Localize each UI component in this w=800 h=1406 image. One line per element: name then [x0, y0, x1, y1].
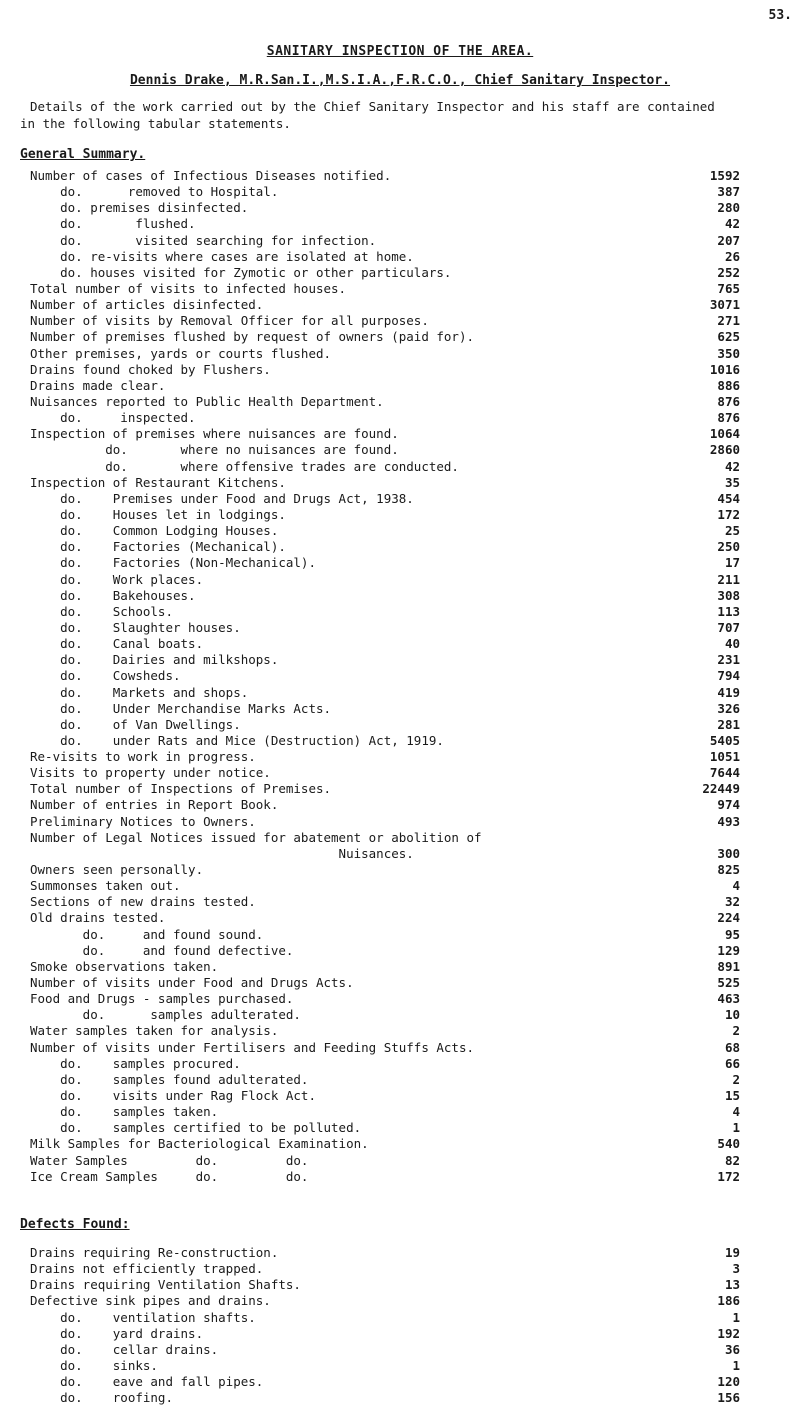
- row-label: do. yard drains.: [30, 1325, 204, 1341]
- row-value: 1: [732, 1309, 740, 1325]
- row-value: 211: [717, 571, 740, 587]
- row-value: 172: [717, 1168, 740, 1184]
- row-label: Sections of new drains tested.: [30, 894, 256, 910]
- row-label: do. samples taken.: [30, 1104, 219, 1120]
- row-label: do. Work places.: [30, 571, 204, 587]
- row-label: Drains requiring Re-construction.: [30, 1245, 279, 1260]
- row-label: do. visits under Rag Flock Act.: [30, 1088, 316, 1104]
- row-label: do. removed to Hospital.: [30, 184, 279, 200]
- table-row: [30, 1342, 740, 1358]
- row-value: 625: [717, 329, 740, 345]
- defects-found-table: [30, 1245, 740, 1406]
- table-row: [30, 297, 740, 313]
- table-row: [30, 733, 740, 749]
- row-value: 2860: [709, 442, 740, 458]
- row-value: 17: [724, 555, 740, 571]
- row-label: Defective sink pipes and drains.: [30, 1293, 271, 1309]
- table-row: [30, 1136, 740, 1152]
- row-label: do. Schools.: [30, 603, 173, 619]
- table-row: [30, 1310, 740, 1326]
- table-row: [30, 1088, 740, 1104]
- row-label: do. Dairies and milkshops.: [30, 652, 279, 668]
- row-label: do. Factories (Mechanical).: [30, 539, 286, 555]
- row-label: Number of Legal Notices issued for abatement or abolition of: [30, 829, 482, 845]
- table-row: [30, 943, 740, 959]
- table-row: [30, 781, 740, 797]
- table-row: [30, 991, 740, 1007]
- row-label: do. samples found adulterated.: [30, 1071, 309, 1087]
- row-value: 95: [724, 926, 740, 942]
- table-row: [30, 507, 740, 523]
- row-value: 19: [724, 1245, 740, 1260]
- row-value: 250: [717, 539, 740, 555]
- row-label: do. ventilation shafts.: [30, 1309, 256, 1325]
- table-row: [30, 233, 740, 249]
- table-row: [30, 281, 740, 297]
- table-row: [30, 1293, 740, 1309]
- row-value: 2: [732, 1071, 740, 1087]
- table-row: [30, 1104, 740, 1120]
- table-row: [30, 168, 740, 184]
- table-row: [30, 830, 740, 846]
- row-value: 35: [724, 474, 740, 490]
- row-value: 525: [717, 975, 740, 991]
- page-number: 53.: [768, 8, 792, 23]
- row-value: 794: [717, 668, 740, 684]
- row-value: 10: [724, 1007, 740, 1023]
- row-value: 300: [717, 845, 740, 861]
- row-value: 32: [724, 894, 740, 910]
- table-row: [30, 459, 740, 475]
- table-row: [30, 426, 740, 442]
- row-label: Number of cases of Infectious Diseases notified.: [30, 168, 392, 183]
- table-row: [30, 1277, 740, 1293]
- row-value: 271: [717, 313, 740, 329]
- table-row: [30, 313, 740, 329]
- row-label: Drains found choked by Flushers.: [30, 361, 271, 377]
- row-label: do. and found sound.: [30, 926, 264, 942]
- table-row: [30, 1374, 740, 1390]
- row-value: 186: [717, 1293, 740, 1309]
- table-row: [30, 701, 740, 717]
- defects-found-heading: Defects Found:: [20, 1217, 130, 1232]
- table-row: [30, 346, 740, 362]
- row-value: 825: [717, 862, 740, 878]
- row-value: 207: [717, 232, 740, 248]
- row-value: 66: [724, 1055, 740, 1071]
- row-label: Old drains tested.: [30, 910, 166, 926]
- table-row: [30, 1261, 740, 1277]
- row-label: Drains made clear.: [30, 377, 166, 393]
- row-label: do. Bakehouses.: [30, 587, 196, 603]
- row-value: 974: [717, 797, 740, 813]
- row-value: 13: [724, 1277, 740, 1293]
- table-row: [30, 249, 740, 265]
- row-label: Number of entries in Report Book.: [30, 797, 279, 813]
- row-label: Inspection of Restaurant Kitchens.: [30, 474, 286, 490]
- row-label: Milk Samples for Bacteriological Examination.: [30, 1136, 369, 1152]
- table-row: [30, 475, 740, 491]
- row-value: 419: [717, 684, 740, 700]
- row-value: 387: [717, 184, 740, 200]
- row-label: do. Cowsheds.: [30, 668, 181, 684]
- table-row: [30, 765, 740, 781]
- table-row: [30, 523, 740, 539]
- row-value: 350: [717, 345, 740, 361]
- row-label: Drains not efficiently trapped.: [30, 1261, 264, 1277]
- table-row: [30, 749, 740, 765]
- row-value: 68: [724, 1039, 740, 1055]
- row-value: 252: [717, 264, 740, 280]
- row-value: 82: [724, 1152, 740, 1168]
- table-row: [30, 1245, 740, 1261]
- row-label: Nuisances.: [30, 845, 414, 861]
- row-value: 4: [732, 1104, 740, 1120]
- row-value: 40: [724, 636, 740, 652]
- row-value: 886: [717, 377, 740, 393]
- row-label: do. inspected.: [30, 410, 196, 426]
- table-row: [30, 1007, 740, 1023]
- row-value: 1064: [709, 426, 740, 442]
- row-label: Water Samples do. do.: [30, 1152, 309, 1168]
- table-row: [30, 717, 740, 733]
- table-row: [30, 894, 740, 910]
- row-value: 36: [724, 1341, 740, 1357]
- table-row: [30, 959, 740, 975]
- general-summary-table: [30, 168, 740, 1185]
- table-row: [30, 846, 740, 862]
- row-value: 281: [717, 716, 740, 732]
- table-row: [30, 329, 740, 345]
- row-label: do. samples adulterated.: [30, 1007, 301, 1023]
- table-row: [30, 265, 740, 281]
- table-row: [30, 652, 740, 668]
- row-label: Ice Cream Samples do. do.: [30, 1168, 309, 1184]
- table-row: [30, 797, 740, 813]
- row-label: Owners seen personally.: [30, 862, 204, 878]
- row-value: 1051: [709, 749, 740, 765]
- row-label: Number of premises flushed by request of owners (paid for).: [30, 329, 475, 345]
- table-row: [30, 539, 740, 555]
- table-row: [30, 910, 740, 926]
- row-value: 120: [717, 1374, 740, 1390]
- row-label: Number of articles disinfected.: [30, 297, 264, 313]
- row-value: 3: [732, 1261, 740, 1277]
- row-label: do. samples procured.: [30, 1055, 241, 1071]
- table-row: [30, 814, 740, 830]
- row-value: 540: [717, 1136, 740, 1152]
- page-subtitle: Dennis Drake, M.R.San.I.,M.S.I.A.,F.R.C.O., Chief Sanitary Inspector.: [129, 73, 671, 88]
- table-row: [30, 1390, 740, 1406]
- table-row: [30, 410, 740, 426]
- row-label: Food and Drugs - samples purchased.: [30, 991, 294, 1007]
- table-row: [30, 394, 740, 410]
- intro-paragraph: [20, 98, 790, 132]
- table-row: [30, 1023, 740, 1039]
- row-label: do. premises disinfected.: [30, 200, 249, 216]
- row-value: 25: [724, 523, 740, 539]
- row-value: 454: [717, 490, 740, 506]
- table-row: [30, 588, 740, 604]
- row-value: 15: [724, 1088, 740, 1104]
- row-value: 5405: [709, 732, 740, 748]
- row-value: 891: [717, 958, 740, 974]
- row-label: Total number of visits to infected houses.: [30, 280, 347, 296]
- row-value: 26: [724, 248, 740, 264]
- table-row: [30, 1040, 740, 1056]
- table-row: [30, 636, 740, 652]
- table-row: [30, 1072, 740, 1088]
- row-label: do. sinks.: [30, 1357, 158, 1373]
- table-row: [30, 491, 740, 507]
- row-label: Drains requiring Ventilation Shafts.: [30, 1277, 301, 1293]
- row-label: Inspection of premises where nuisances are found.: [30, 426, 399, 442]
- row-label: do. Common Lodging Houses.: [30, 523, 279, 539]
- row-label: Visits to property under notice.: [30, 765, 271, 781]
- row-label: Preliminary Notices to Owners.: [30, 813, 256, 829]
- row-label: do. Markets and shops.: [30, 684, 249, 700]
- row-value: 129: [717, 942, 740, 958]
- row-label: do. re-visits where cases are isolated at home.: [30, 248, 414, 264]
- row-label: do. houses visited for Zymotic or other particulars.: [30, 264, 452, 280]
- row-value: 308: [717, 587, 740, 603]
- row-label: Re-visits to work in progress.: [30, 749, 256, 765]
- row-value: 42: [724, 458, 740, 474]
- row-label: do. cellar drains.: [30, 1341, 219, 1357]
- row-value: 224: [717, 910, 740, 926]
- table-row: [30, 620, 740, 636]
- general-summary-heading: General Summary.: [20, 147, 146, 162]
- row-value: 493: [717, 813, 740, 829]
- table-row: [30, 927, 740, 943]
- row-label: Other premises, yards or courts flushed.: [30, 345, 332, 361]
- row-label: do. roofing.: [30, 1390, 173, 1406]
- row-label: do. eave and fall pipes.: [30, 1374, 264, 1390]
- row-value: 3071: [709, 297, 740, 313]
- row-label: Nuisances reported to Public Health Department.: [30, 393, 384, 409]
- table-row: [30, 216, 740, 232]
- table-row: [30, 378, 740, 394]
- table-row: [30, 862, 740, 878]
- table-row: [30, 1358, 740, 1374]
- table-row: [30, 668, 740, 684]
- row-value: 765: [717, 280, 740, 296]
- row-label: Water samples taken for analysis.: [30, 1023, 279, 1039]
- table-row: [30, 1056, 740, 1072]
- row-label: do. visited searching for infection.: [30, 232, 377, 248]
- row-value: 1592: [709, 168, 740, 183]
- table-row: [30, 878, 740, 894]
- row-value: 4: [732, 878, 740, 894]
- row-value: 2: [732, 1023, 740, 1039]
- row-label: do. Slaughter houses.: [30, 619, 241, 635]
- row-label: do. where no nuisances are found.: [30, 442, 399, 458]
- row-value: 1: [732, 1120, 740, 1136]
- row-label: do. samples certified to be polluted.: [30, 1120, 362, 1136]
- table-row: [30, 200, 740, 216]
- row-label: do. under Rats and Mice (Destruction) Act, 1919.: [30, 732, 444, 748]
- row-value: 172: [717, 506, 740, 522]
- row-value: 876: [717, 410, 740, 426]
- table-row: [30, 362, 740, 378]
- row-value: 7644: [709, 765, 740, 781]
- table-row: [30, 1153, 740, 1169]
- row-value: 876: [717, 393, 740, 409]
- row-value: 22449: [702, 781, 740, 797]
- row-value: 113: [717, 603, 740, 619]
- row-value: 156: [717, 1390, 740, 1406]
- row-value: 280: [717, 200, 740, 216]
- row-label: do. Under Merchandise Marks Acts.: [30, 700, 332, 716]
- table-row: [30, 442, 740, 458]
- row-label: Number of visits by Removal Officer for all purposes.: [30, 313, 429, 329]
- intro-line-2: in the following tabular statements.: [20, 116, 291, 131]
- table-row: [30, 572, 740, 588]
- row-label: Summonses taken out.: [30, 878, 181, 894]
- row-value: 1: [732, 1357, 740, 1373]
- table-row: [30, 555, 740, 571]
- table-row: [30, 975, 740, 991]
- table-row: [30, 1169, 740, 1185]
- row-label: Smoke observations taken.: [30, 958, 219, 974]
- row-value: 463: [717, 991, 740, 1007]
- table-row: [30, 1120, 740, 1136]
- row-label: do. where offensive trades are conducted.: [30, 458, 459, 474]
- row-value: 1016: [709, 361, 740, 377]
- row-value: 326: [717, 700, 740, 716]
- intro-line-1: Details of the work carried out by the Chief Sanitary Inspector and his staff are contained: [30, 99, 715, 114]
- table-row: [30, 685, 740, 701]
- row-label: do. Canal boats.: [30, 636, 204, 652]
- row-label: Number of visits under Fertilisers and Feeding Stuffs Acts.: [30, 1039, 475, 1055]
- table-row: [30, 1326, 740, 1342]
- row-value: 42: [724, 216, 740, 232]
- row-value: 231: [717, 652, 740, 668]
- row-label: do. and found defective.: [30, 942, 294, 958]
- row-label: do. Factories (Non-Mechanical).: [30, 555, 316, 571]
- row-label: do. flushed.: [30, 216, 196, 232]
- row-label: Number of visits under Food and Drugs Acts.: [30, 975, 354, 991]
- table-row: [30, 604, 740, 620]
- row-label: do. Premises under Food and Drugs Act, 1938.: [30, 490, 414, 506]
- row-value: 707: [717, 619, 740, 635]
- table-row: [30, 184, 740, 200]
- row-value: 192: [717, 1325, 740, 1341]
- page-title: SANITARY INSPECTION OF THE AREA.: [266, 44, 534, 59]
- row-label: do. of Van Dwellings.: [30, 716, 241, 732]
- row-label: Total number of Inspections of Premises.: [30, 781, 332, 797]
- row-label: do. Houses let in lodgings.: [30, 506, 286, 522]
